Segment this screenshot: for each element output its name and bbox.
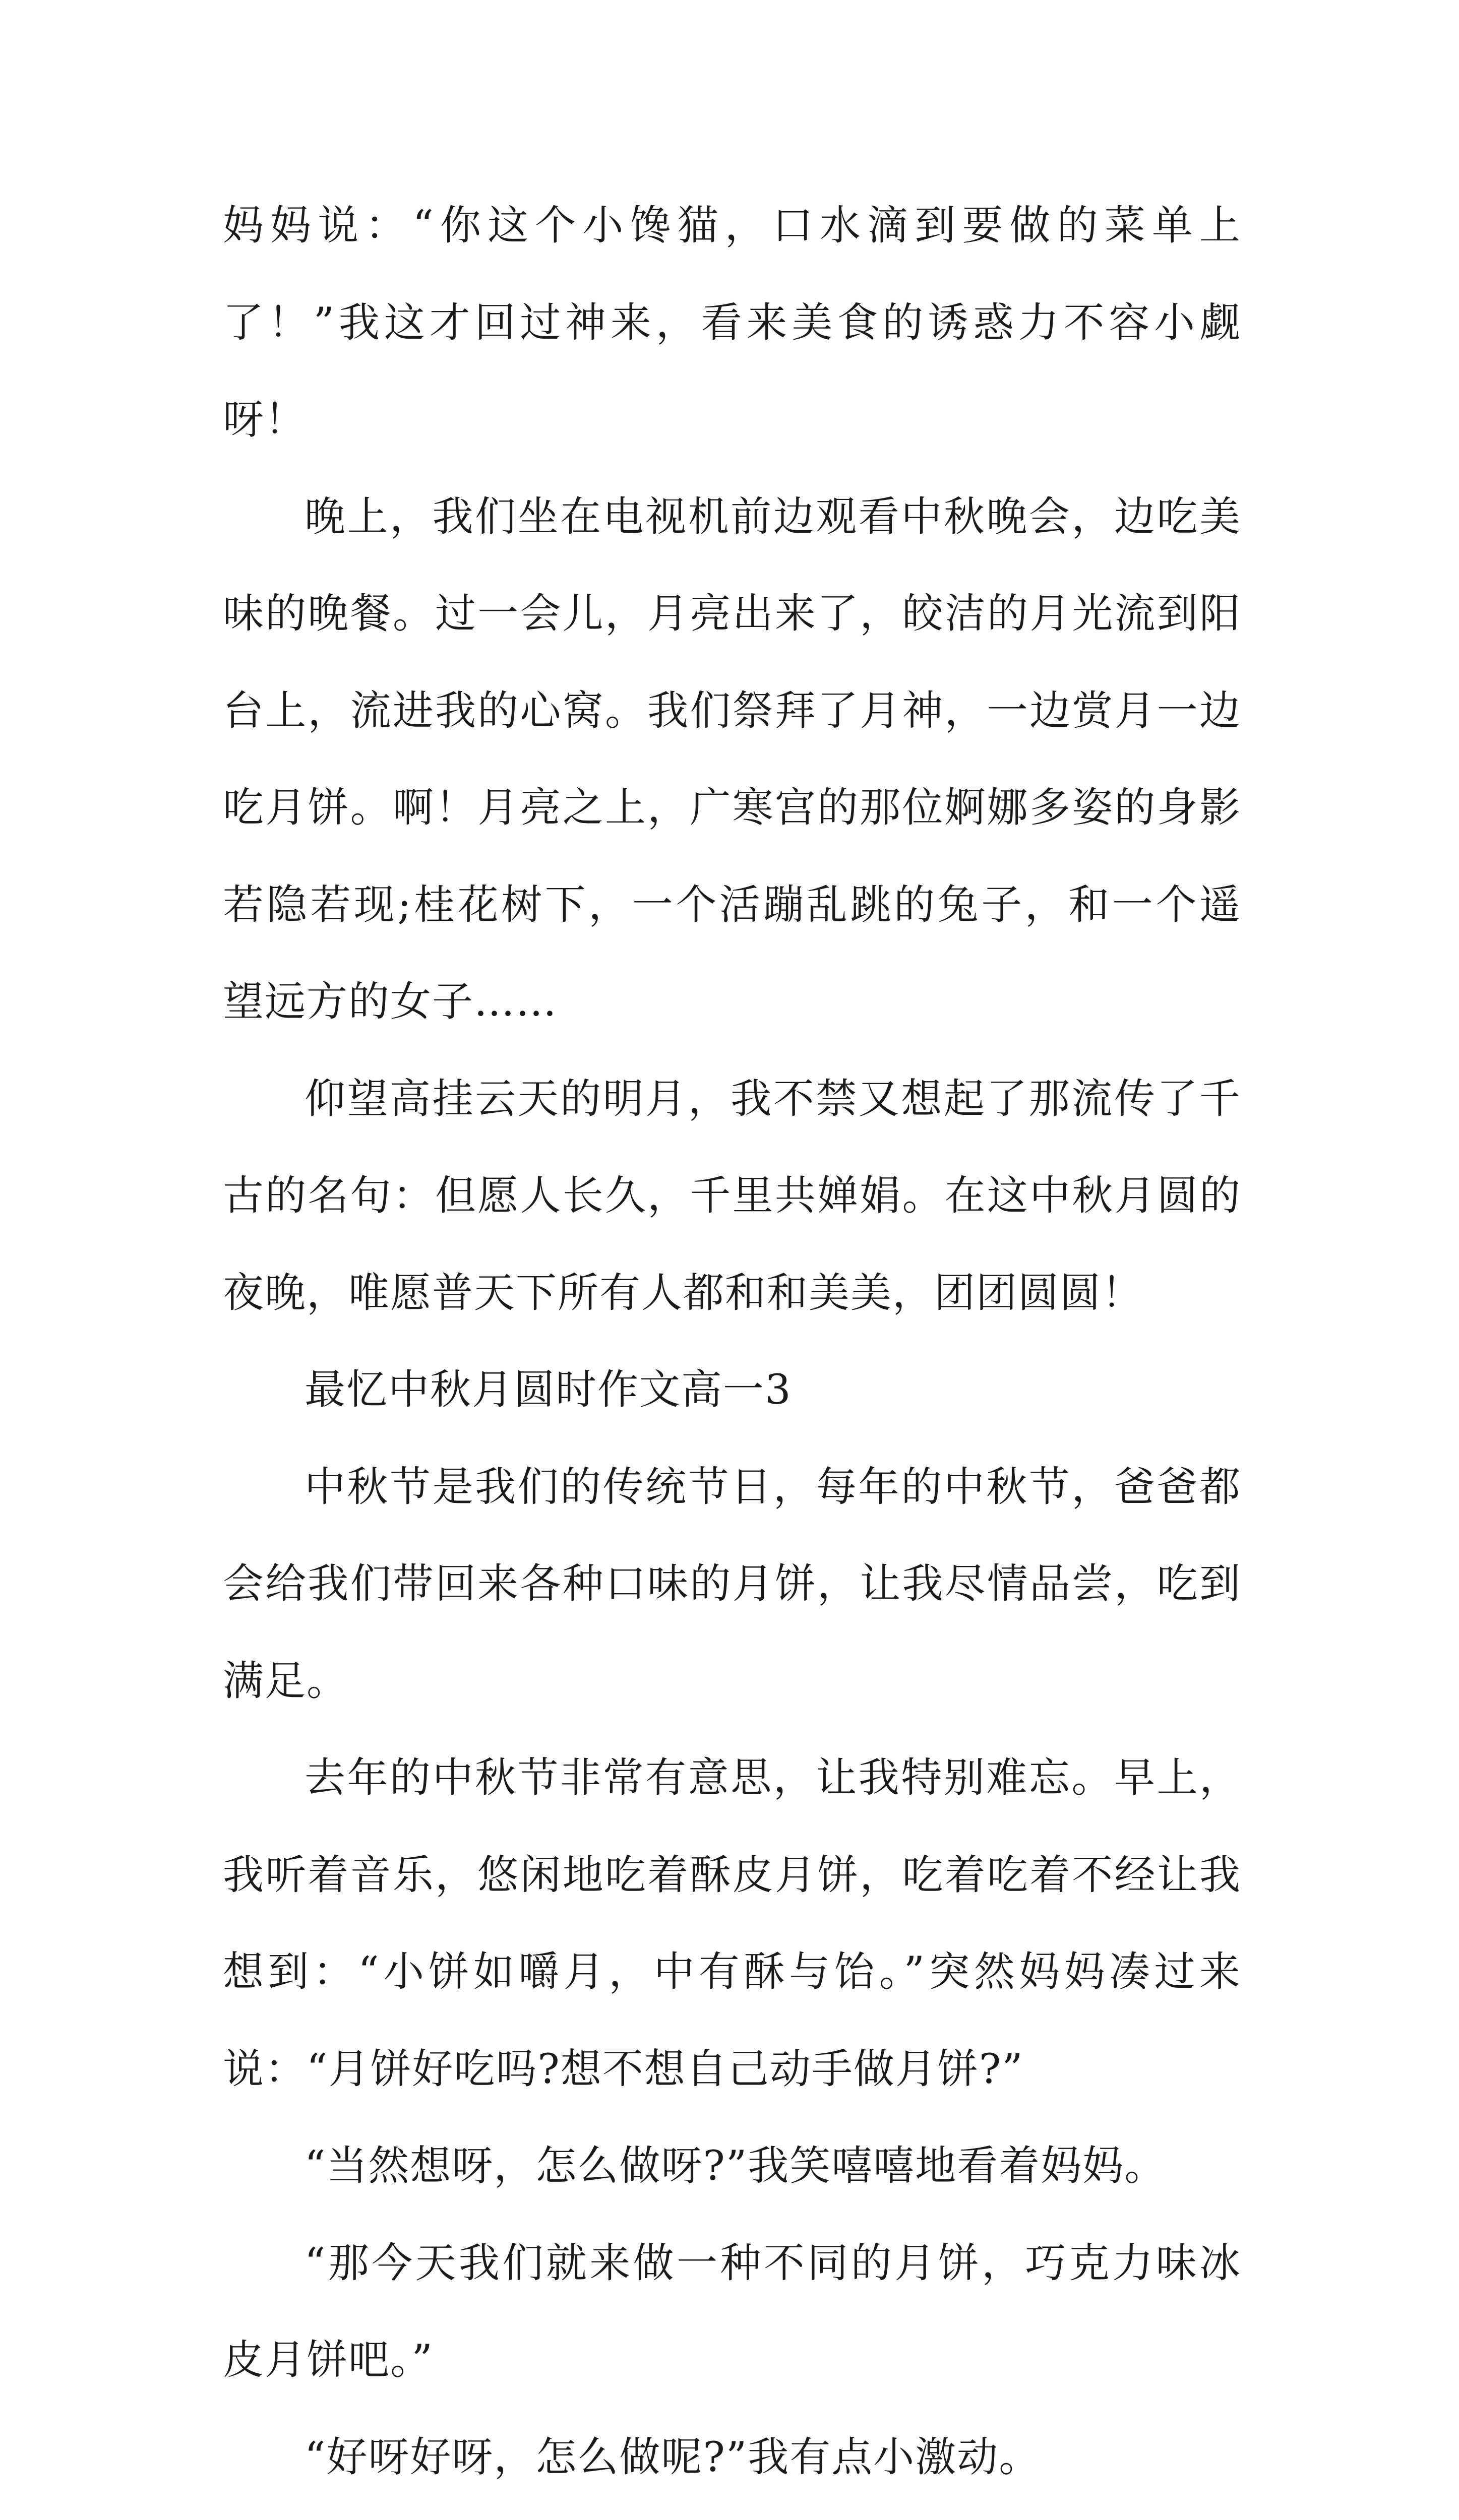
article-body xyxy=(223,177,1241,2520)
paragraph: 妈妈说：“你这个小馋猫，口水滴到要做的菜单上了！”我这才回过神来，看来美食的诱惑力不容小觑呀！ xyxy=(223,202,1241,444)
paragraph: “那今天我们就来做一种不同的月饼，巧克力味冰皮月饼吧。” xyxy=(223,2239,1241,2384)
paragraph: 仰望高挂云天的明月，我不禁又想起了那流传了千古的名句：但愿人长久，千里共婵娟。在这中秋月圆的夜晚，唯愿普天下所有人都和和美美，团团圆圆！ xyxy=(223,1075,1241,1317)
paragraph: “好呀好呀，怎么做呢?”我有点小激动。 xyxy=(305,2433,1041,2481)
paragraph xyxy=(223,2506,1241,2520)
paragraph: 去年的中秋节非常有意思，让我特别难忘。早上，我听着音乐，悠闲地吃着酥皮月饼，吃着吃着不经让我想到：“小饼如嚼月，中有酥与饴。”突然妈妈凑过来说：“月饼好吃吗?想不想自己动手做月饼?” xyxy=(223,1754,1241,2093)
paragraph: 中秋节是我们的传统节日，每年的中秋节，爸爸都会给我们带回来各种口味的月饼，让我尽情品尝，吃到满足。 xyxy=(223,1463,1241,1705)
paragraph: 晚上，我们坐在电视机前边观看中秋晚会，边吃美味的晚餐。过一会儿，月亮出来了，皎洁的月光流到阳台上，流进我的心窝。我们祭拜了月神，一边赏月一边吃月饼。啊！月亮之上，广寒宫的那位婀娜多姿的身影若隐若现;桂花树下，一个活蹦乱跳的兔子，和一个遥望远方的女子…… xyxy=(223,493,1241,1026)
section-title: 最忆中秋月圆时作文高一3 xyxy=(305,1366,792,1414)
paragraph: “当然想呀，怎么做呀?”我笑嘻嘻地看着妈妈。 xyxy=(305,2143,1167,2190)
